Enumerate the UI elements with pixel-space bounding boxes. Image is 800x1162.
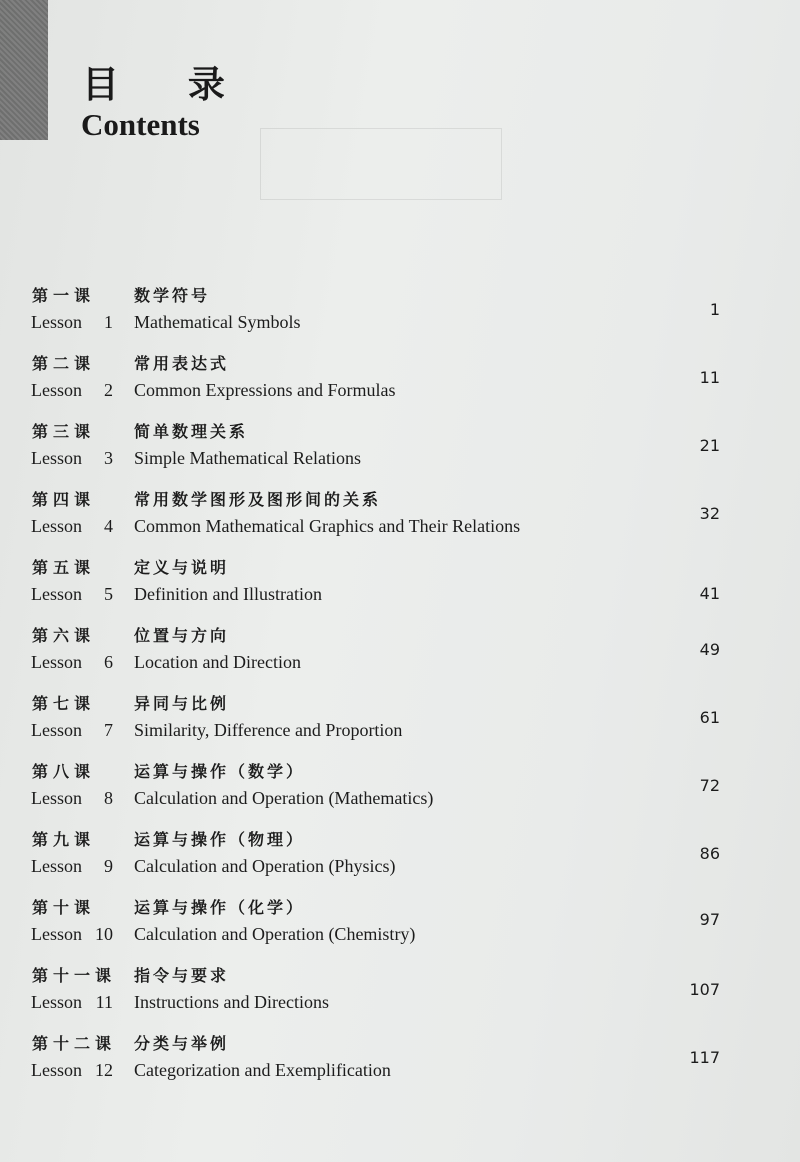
lesson-title-cn: 分类与举例: [134, 1034, 230, 1053]
toc-entry[interactable]: [0, 421, 800, 481]
lesson-label-en: Lesson 1: [31, 312, 113, 332]
lesson-label-en: Lesson 5: [31, 584, 113, 604]
lesson-label-en: Lesson 11: [31, 992, 113, 1012]
toc-entry[interactable]: [0, 1033, 800, 1093]
lesson-number-cn: 第二课: [32, 354, 96, 373]
toc-entry[interactable]: [0, 965, 800, 1025]
page-number: 107: [689, 980, 720, 999]
lesson-label-en: Lesson 9: [31, 856, 113, 876]
lesson-title-cn: 数学符号: [134, 286, 211, 305]
lesson-title-en: Simple Mathematical Relations: [134, 448, 361, 468]
page-number: 97: [699, 910, 720, 929]
page-number: 117: [689, 1048, 720, 1067]
lesson-title-cn: 常用数学图形及图形间的关系: [134, 490, 382, 509]
lesson-label-en: Lesson 7: [31, 720, 113, 740]
lesson-label-en: Lesson 8: [31, 788, 113, 808]
lesson-title-cn: 指令与要求: [134, 966, 230, 985]
lesson-number-cn: 第三课: [32, 422, 96, 441]
page-number: 21: [699, 436, 720, 455]
toc-entry[interactable]: [0, 489, 800, 549]
lesson-title-en: Location and Direction: [134, 652, 301, 672]
lesson-title-en: Calculation and Operation (Physics): [134, 856, 396, 876]
lesson-title-cn: 运算与操作（物理）: [134, 830, 306, 849]
lesson-title-cn: 运算与操作（数学）: [134, 762, 306, 781]
lesson-title-en: Common Mathematical Graphics and Their Relations: [134, 516, 521, 536]
lesson-label-en: Lesson 6: [31, 652, 113, 672]
lesson-title-cn: 异同与比例: [134, 694, 230, 713]
page-number: 1: [709, 300, 720, 319]
lesson-label-en: Lesson 2: [31, 380, 113, 400]
page-number: 86: [699, 844, 720, 863]
page-title-chinese: 目 录: [82, 63, 253, 106]
lesson-number-cn: 第八课: [32, 762, 96, 781]
lesson-label-en: Lesson 12: [31, 1060, 113, 1080]
toc-entry[interactable]: [0, 557, 800, 617]
lesson-number-cn: 第七课: [32, 694, 96, 713]
lesson-title-en: Categorization and Exemplification: [134, 1060, 391, 1080]
lesson-label-en: Lesson 3: [31, 448, 113, 468]
lesson-number-cn: 第五课: [32, 558, 96, 577]
lesson-title-en: Common Expressions and Formulas: [134, 380, 396, 400]
lesson-number-cn: 第十课: [32, 898, 96, 917]
toc-entry[interactable]: [0, 353, 800, 413]
page-number: 11: [699, 368, 720, 387]
lesson-title-en: Definition and Illustration: [134, 584, 322, 604]
page-number: 72: [699, 776, 720, 795]
page-number: 32: [699, 504, 720, 523]
lesson-number-cn: 第一课: [32, 286, 96, 305]
lesson-title-cn: 简单数理关系: [134, 422, 249, 441]
toc-entry[interactable]: [0, 285, 800, 345]
lesson-label-en: Lesson 4: [31, 516, 113, 536]
page-title-english: Contents: [81, 107, 200, 142]
lesson-label-en: Lesson 10: [31, 924, 113, 944]
toc-entry[interactable]: [0, 625, 800, 685]
lesson-title-cn: 运算与操作（化学）: [134, 898, 306, 917]
lesson-title-en: Similarity, Difference and Proportion: [134, 720, 403, 740]
toc-entry[interactable]: [0, 761, 800, 821]
lesson-title-cn: 位置与方向: [134, 626, 230, 645]
lesson-title-en: Calculation and Operation (Mathematics): [134, 788, 434, 808]
toc-entry[interactable]: [0, 829, 800, 889]
toc-entry[interactable]: [0, 693, 800, 753]
page-number: 41: [699, 584, 720, 603]
lesson-number-cn: 第九课: [32, 830, 96, 849]
page-number: 49: [699, 640, 720, 659]
lesson-title-en: Calculation and Operation (Chemistry): [134, 924, 416, 944]
lesson-title-en: Mathematical Symbols: [134, 312, 301, 332]
lesson-number-cn: 第四课: [32, 490, 96, 509]
lesson-number-cn: 第十一课: [32, 966, 117, 985]
toc-entry[interactable]: [0, 897, 800, 957]
lesson-title-cn: 定义与说明: [134, 558, 230, 577]
lesson-title-cn: 常用表达式: [134, 354, 230, 373]
lesson-number-cn: 第六课: [32, 626, 96, 645]
lesson-title-en: Instructions and Directions: [134, 992, 329, 1012]
page-number: 61: [699, 708, 720, 727]
lesson-number-cn: 第十二课: [32, 1034, 117, 1053]
